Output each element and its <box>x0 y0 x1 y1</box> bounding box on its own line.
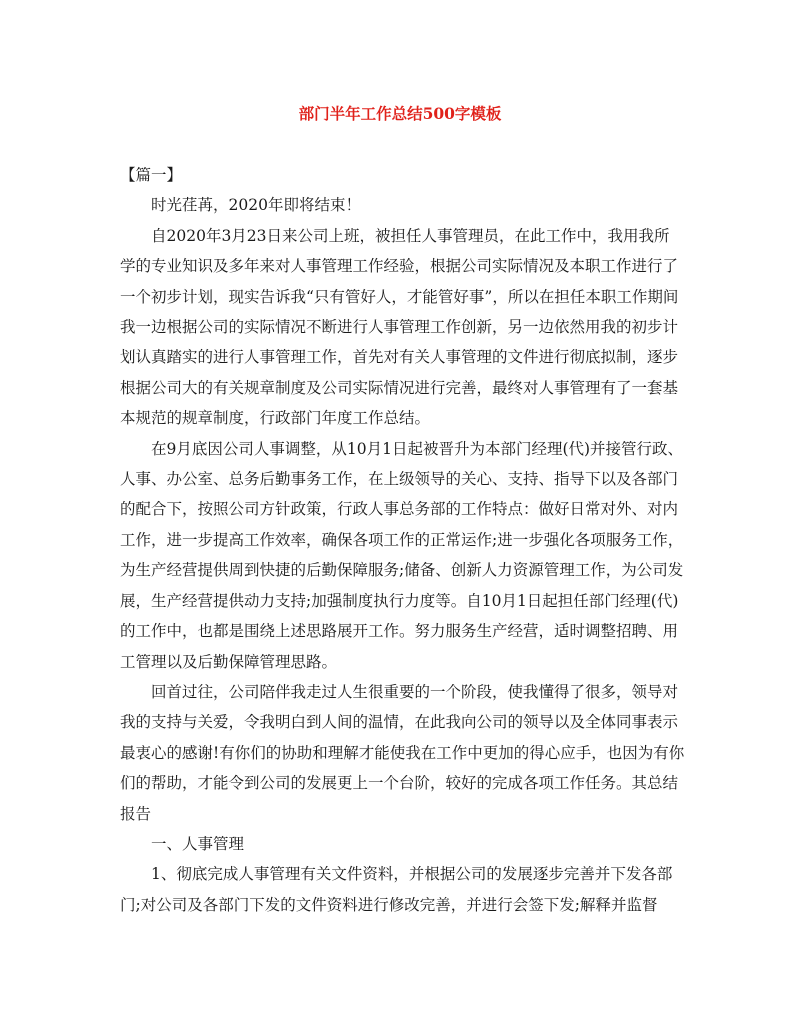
paragraph: 时光荏苒，2020年即将结束！ <box>151 196 361 215</box>
document-title: 部门半年工作总结500字模板 <box>298 104 502 123</box>
paragraph: 自2020年3月23日来公司上班，被担任人事管理员，在此工作中，我用我所学的专业知识及多年来对人事管理工作经验，根据公司实际情况及本职工作进行了一个初步计划，现实告诉我“只有管好人，才能管好事”，所以在担任本职工作期间我一边根据公司的实际情况不断进行人事管理工作创新，另一边依然用我的初步计划认真踏实的进行人事管理工作，首先对有关人事管理的文件进行彻底拟制，逐步根据公司大的有关规章制度及公司实际情况进行完善，最终对人事管理有了一套基本规范的规章制度，行政部门年度工作总结。 <box>120 226 679 428</box>
subheading: 一、人事管理 <box>151 834 245 853</box>
document-body <box>120 160 685 920</box>
paragraph: 回首过往，公司陪伴我走过人生很重要的一个阶段，使我懂得了很多，领导对我的支持与关爱，令我明白到人间的温情，在此我向公司的领导以及全体同事表示最衷心的感谢!有你们的协助和理解才能使我在工作中更加的得心应手，也因为有你们的帮助，才能令到公司的发展更上一个台阶，较好的完成各项工作任务。其总结报告 <box>120 682 685 823</box>
paragraph: 在9月底因公司人事调整，从10月1日起被晋升为本部门经理(代)并接管行政、人事、办公室、总务后勤事务工作，在上级领导的关心、支持、指导下以及各部门的配合下，按照公司方针政策，行政人事总务部的工作特点：做好日常对外、对内工作，进一步提高工作效率，确保各项工作的正常运作;进一步强化各项服务工作，为生产经营提供周到快捷的后勤保障服务;储备、创新人力资源管理工作，为公司发展，生产经营提供动力支持;加强制度执行力度等。自10月1日起担任部门经理(代)的工作中，也都是围绕上述思路展开工作。努力服务生产经营，适时调整招聘、用工管理以及后勤保障管理思路。 <box>120 439 684 671</box>
paragraph: 1、彻底完成人事管理有关文件资料，并根据公司的发展逐步完善并下发各部门;对公司及各部门下发的文件资料进行修改完善，并进行会签下发;解释并监督 <box>120 865 673 914</box>
section-label: 【篇一】 <box>120 166 183 184</box>
